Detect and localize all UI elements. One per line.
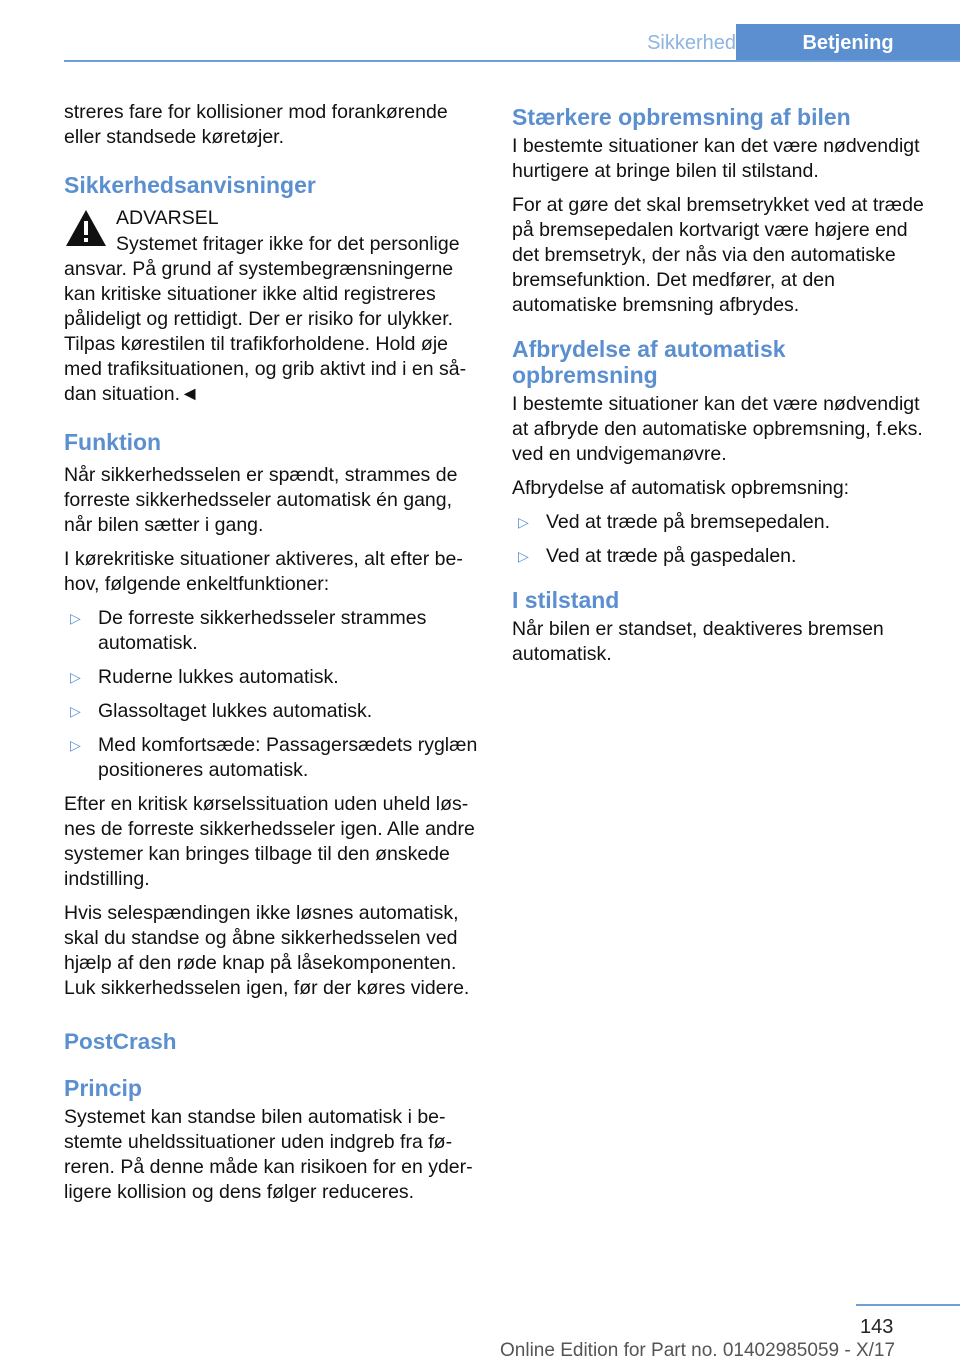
list-item-text: Med komfortsæde: Passagersædets ryglæn positioneres automatisk.	[98, 734, 478, 781]
interrupt-paragraph-2: Afbrydelse af automatisk opbremsning:	[512, 477, 850, 499]
list-item-text: De forreste sikkerhedsseler strammes automatisk.	[98, 607, 427, 654]
tab-section-safety: Sikkerhed	[647, 32, 736, 54]
triangle-bullet-icon: ▷	[70, 737, 81, 753]
list-item-text: Ved at træde på bremsepedalen.	[546, 511, 831, 533]
tab-chapter-operation: Betjening	[736, 24, 960, 62]
heading-interrupt-braking: Afbrydelse af automatisk opbremsning	[512, 336, 786, 388]
list-item	[64, 699, 480, 724]
function-paragraph-2: I kørekritiske situationer aktiveres, alt efter behov, følgende enkeltfunktioner:	[64, 548, 463, 595]
heading-safety: Sikkerhedsanvisninger	[64, 172, 316, 198]
list-item	[64, 606, 480, 656]
function-list	[64, 606, 480, 783]
page-number: 143	[860, 1316, 894, 1338]
heading-standstill: I stilstand	[512, 587, 620, 613]
list-item-text: Glassoltaget lukkes automatisk.	[98, 700, 373, 722]
triangle-bullet-icon: ▷	[518, 548, 529, 564]
function-paragraph-3: Efter en kritisk kørselssituation uden uheld løsnes de forreste sikkerhedsseler igen. Alle andre systemer kan bringes tilbage til den ønskede indstilling.	[64, 793, 475, 890]
warning-block	[64, 206, 480, 252]
standstill-paragraph: Når bilen er standset, deaktiveres bremsen automatisk.	[512, 618, 884, 665]
intro-paragraph: streres fare for kollisioner mod forankørende eller standsede køretøjer.	[64, 101, 448, 148]
list-item-text: Ved at træde på gaspedalen.	[546, 545, 797, 567]
right-column	[512, 100, 924, 676]
edition-note: Online Edition for Part no. 01402985059 - X/17	[500, 1340, 896, 1361]
interrupt-list	[512, 510, 924, 569]
list-item	[512, 510, 924, 535]
triangle-bullet-icon: ▷	[70, 610, 81, 626]
heading-stronger-braking: Stærkere opbremsning af bilen	[512, 104, 851, 130]
list-item	[64, 733, 480, 783]
function-paragraph-4: Hvis selespændingen ikke løsnes automatisk, skal du standse og åbne sikkerhedsselen ved hjælp af den røde knap på låsekomponenten. Luk sikkerhedsselen igen, før der køres videre.	[64, 902, 470, 999]
heading-function: Funktion	[64, 429, 162, 455]
footer-rule	[856, 1304, 960, 1306]
warning-label: ADVARSEL	[116, 207, 219, 229]
interrupt-paragraph-1: I bestemte situationer kan det være nødvendigt at afbryde den automatiske opbremsning, f.eks. ved en undvigemanøvre.	[512, 393, 923, 465]
triangle-bullet-icon: ▷	[518, 514, 529, 530]
heading-princip: Princip	[64, 1075, 142, 1101]
list-item	[512, 544, 924, 569]
list-item-text: Ruderne lukkes automatisk.	[98, 666, 339, 688]
left-column	[64, 100, 480, 1214]
stronger-paragraph-1: I bestemte situationer kan det være nødvendigt hurtigere at bringe bilen til stilstand.	[512, 135, 920, 182]
princip-paragraph: Systemet kan standse bilen automatisk i bestemte uheldssituationer uden indgreb fra føreren. På denne måde kan risikoen for en yderligere kollision og dens følger reduceres.	[64, 1106, 473, 1203]
warning-text: Systemet fritager ikke for det personlige ansvar. På grund af systembegrænsningerne kan kritiske situationer ikke altid registreres pålideligt og rettidigt. Der er risiko for ulykker. Tilpas kørestilen til trafikforholdene. Hold øje med trafiksituationen, og grib aktivt ind i en sådan situation.◄	[64, 233, 467, 405]
function-paragraph-1: Når sikkerhedsselen er spændt, strammes de forreste sikkerhedsseler automatisk én gang, når bilen sætter i gang.	[64, 464, 458, 536]
page-header	[64, 0, 960, 62]
header-rule	[64, 60, 960, 62]
triangle-bullet-icon: ▷	[70, 703, 81, 719]
triangle-bullet-icon: ▷	[70, 669, 81, 685]
list-item	[64, 665, 480, 690]
heading-postcrash: PostCrash	[64, 1029, 177, 1054]
warning-triangle-icon	[64, 208, 108, 248]
stronger-paragraph-2: For at gøre det skal bremsetrykket ved at træde på bremsepedalen kortvarigt være højere end det bremsetryk, der nås via den automatiske bremsefunktion. Det medfører, at den automatiske bremsning afbrydes.	[512, 194, 924, 316]
